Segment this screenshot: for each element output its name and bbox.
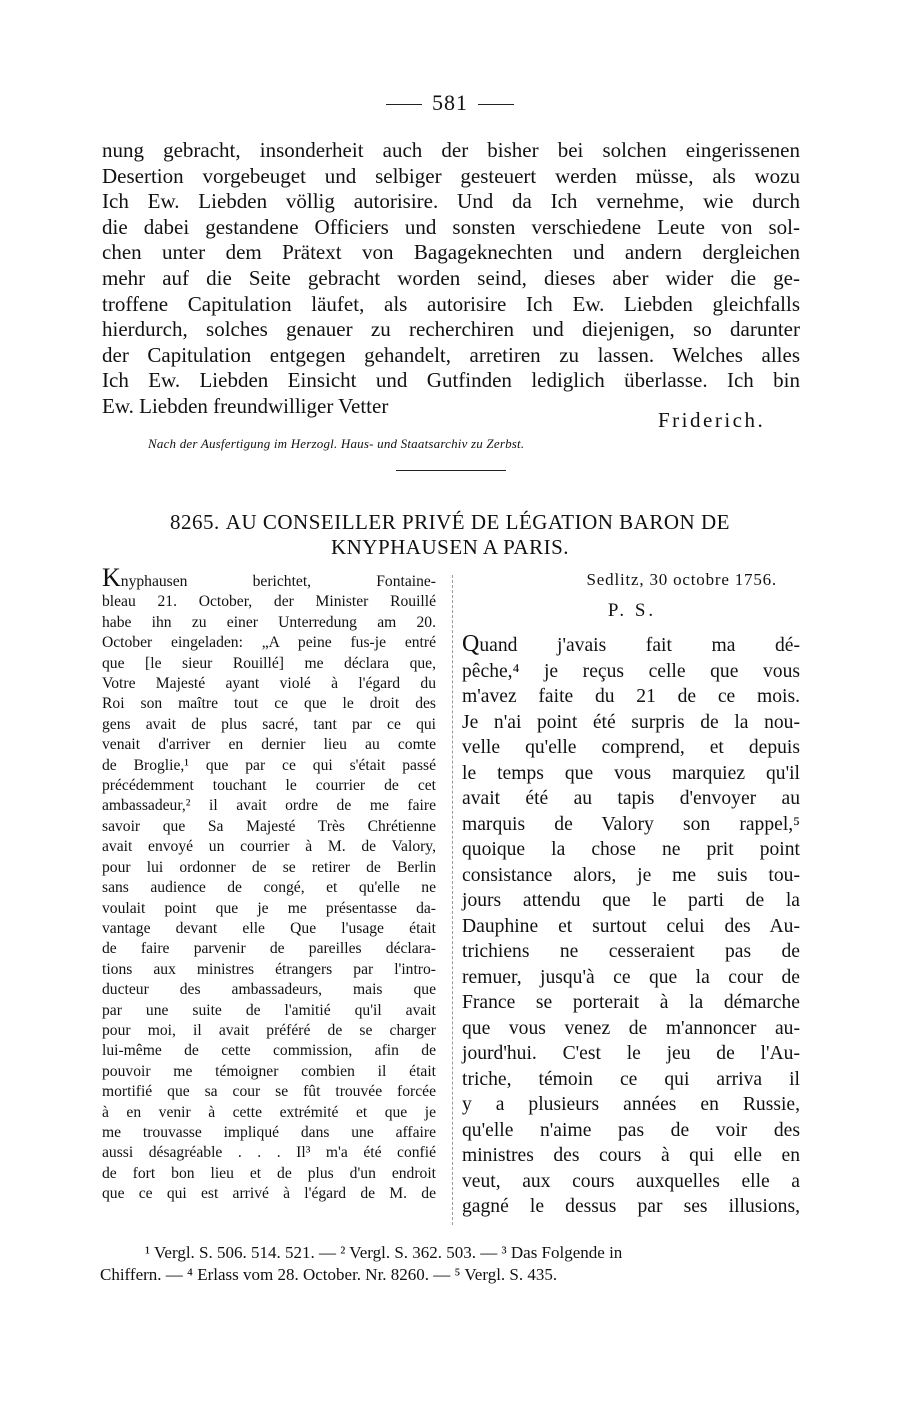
left-column-line: Roi son maître tout ce que le droit des bbox=[102, 695, 436, 713]
right-column-line: ministres des cours à qui elle en bbox=[462, 1145, 800, 1166]
letter-end-line: die dabei gestandene Officiers und sonsten verschiedene Leute von sol- bbox=[102, 214, 800, 239]
left-column-first-line bbox=[102, 563, 436, 592]
left-column-line: de fort bon lieu et de plus d'un endroit bbox=[102, 1164, 436, 1182]
right-column-line: jours attendu que le parti de la bbox=[462, 890, 800, 911]
letter-end-line: chen unter dem Prätext von Bagageknechten und andern dergleichen bbox=[102, 240, 800, 265]
left-column-line: lui-même de cette commission, afin de bbox=[102, 1042, 436, 1060]
page-number bbox=[0, 90, 900, 116]
right-column-line: gagné le dessus par ses illusions, bbox=[462, 1196, 800, 1217]
page-number-text: 581 bbox=[432, 90, 468, 115]
letter-heading-line1 bbox=[100, 510, 800, 535]
letter-end-text bbox=[102, 138, 800, 420]
right-column-line: Je n'ai point été surpris de la nou- bbox=[462, 711, 800, 733]
left-column-line: vantage devant elle Que l'usage était bbox=[102, 919, 436, 937]
right-column-line: France se porterait à la démarche bbox=[462, 992, 800, 1013]
letter-title-part2: KNYPHAUSEN A PARIS. bbox=[330, 535, 570, 559]
letter-end-line: Ew. Liebden freundwilliger Vetter bbox=[102, 393, 389, 418]
dateline: Sedlitz, 30 octobre 1756. bbox=[586, 570, 777, 589]
right-column-header bbox=[462, 570, 802, 622]
left-column-line: de Broglie,¹ que par ce qui s'était passé bbox=[102, 756, 436, 774]
left-column-line: voulait point que je me présentasse da- bbox=[102, 899, 436, 917]
right-column-line: jourd'hui. C'est le jeu de l'Au- bbox=[462, 1043, 800, 1064]
right-column-first-line bbox=[462, 632, 800, 659]
left-column-line: tions aux ministres étrangers par l'intro- bbox=[102, 960, 436, 978]
right-column-line: remuer, jusqu'à ce que la cour de bbox=[462, 966, 800, 988]
right-column-line: pêche,⁴ je reçus celle que vous bbox=[462, 660, 800, 682]
left-column-line: pour moi, il avait préféré de se charger bbox=[102, 1021, 436, 1039]
left-column-line: de faire parvenir de pareilles déclara- bbox=[102, 940, 436, 958]
left-column-line: bleau 21. October, der Minister Rouillé bbox=[102, 593, 436, 611]
section-divider-rule bbox=[396, 470, 506, 471]
right-first-line-rest: uand j'avais fait ma dé- bbox=[479, 635, 800, 656]
left-column-line: pour lui ordonner de se retirer de Berlin bbox=[102, 858, 436, 876]
footnotes bbox=[100, 1242, 800, 1286]
right-column-line: trichiens ne cesseraient pas de bbox=[462, 941, 800, 962]
left-column-line: ambassadeur,² il avait ordre de me faire bbox=[102, 797, 436, 815]
left-first-line-rest: nyphausen berichtet, Fontaine- bbox=[120, 573, 436, 590]
letter-end-line: Desertion vorgebeuget und selbiger gesteuert werden müsse, als wozu bbox=[102, 163, 800, 188]
footnote-line: Chiffern. — ⁴ Erlass vom 28. October. Nr. 8260. — ⁵ Vergl. S. 435. bbox=[100, 1265, 558, 1284]
right-dropcap: Q bbox=[462, 631, 480, 657]
signature: Friderich. bbox=[658, 408, 766, 432]
left-column-line: que ce qui est arrivé à l'égard de M. de bbox=[102, 1185, 436, 1203]
letter-end-line: Ich Ew. Liebden Einsicht und Gutfinden lediglich überlasse. Ich bin bbox=[102, 368, 800, 393]
left-column-line: mortifié que sa cour se fût trouvée forcée bbox=[102, 1083, 436, 1101]
left-column-report bbox=[102, 563, 436, 1205]
page-number-dash-left bbox=[386, 104, 422, 105]
left-column-line: sans audience de congé, et qu'elle ne bbox=[102, 879, 436, 897]
left-column-line: pouvoir me témoigner combien il était bbox=[102, 1062, 436, 1080]
right-column-line: quoique la chose ne prit point bbox=[462, 839, 800, 860]
left-column-line: gens avait de plus sacré, tant par ce qui bbox=[102, 715, 436, 733]
left-column-line: Votre Majesté ayant violé à l'égard du bbox=[102, 675, 436, 693]
right-column-line: triche, témoin ce qui arriva il bbox=[462, 1068, 800, 1090]
left-column-line: October eingeladen: „A peine fus-je entré bbox=[102, 634, 436, 652]
footnote-line: ¹ Vergl. S. 506. 514. 521. — ² Vergl. S. 362. 503. — ³ Das Folgende in bbox=[145, 1243, 623, 1262]
left-column-line: venait d'arriver en dernier lieu au comte bbox=[102, 736, 436, 754]
right-column-line: que vous venez de m'annoncer au- bbox=[462, 1017, 800, 1039]
source-note: Nach der Ausfertigung im Herzogl. Haus- und Staatsarchiv zu Zerbst. bbox=[148, 436, 525, 451]
left-column-line: à en venir à cette extrémité et que je bbox=[102, 1103, 436, 1121]
right-column-line: Dauphine et surtout celui des Au- bbox=[462, 915, 800, 937]
left-column-line: précédemment touchant le courrier de cet bbox=[102, 777, 436, 795]
right-column-line: marquis de Valory son rappel,⁵ bbox=[462, 813, 800, 835]
letter-end-line: Ich Ew. Liebden völlig autorisire. Und da Ich vernehme, wie durch bbox=[102, 189, 800, 214]
letter-end-line: der Capitulation entgegen gehandelt, arretiren zu lassen. Welches alles bbox=[102, 342, 800, 367]
letter-heading bbox=[100, 510, 800, 560]
left-dropcap: K bbox=[102, 563, 121, 592]
right-column-line: avait été au tapis d'envoyer au bbox=[462, 788, 800, 809]
postscript-label: P. S. bbox=[607, 600, 657, 621]
column-divider bbox=[452, 575, 453, 1225]
right-column-letter bbox=[462, 632, 800, 1220]
right-column-line: le temps que vous marquiez qu'il bbox=[462, 762, 800, 784]
letter-title-part1: AU CONSEILLER PRIVÉ DE LÉGATION BARON DE bbox=[225, 510, 730, 534]
left-column-line: avait envoyé un courrier à M. de Valory, bbox=[102, 838, 436, 856]
right-column-line: velle qu'elle comprend, et depuis bbox=[462, 737, 800, 758]
page-number-dash-right bbox=[478, 104, 514, 105]
left-column-line: aussi désagréable . . . Il³ m'a été confié bbox=[102, 1144, 436, 1162]
right-column-line: veut, aux cours auxquelles elle a bbox=[462, 1170, 800, 1192]
left-column-line: que [le sieur Rouillé] me déclara que, bbox=[102, 654, 436, 672]
left-column-line: me trouvasse impliqué dans une affaire bbox=[102, 1123, 436, 1141]
letter-end-line: hierdurch, solches genauer zu recherchiren und diejenigen, so darunter bbox=[102, 317, 800, 342]
right-column-line: consistance alors, je me suis tou- bbox=[462, 864, 800, 886]
letter-end-line: mehr auf die Seite gebracht worden seind, dieses aber wider die ge- bbox=[102, 265, 800, 290]
left-column-line: par une suite de l'amitié qu'il avait bbox=[102, 1001, 436, 1019]
left-column-line: ducteur des ambassadeurs, mais que bbox=[102, 981, 436, 999]
right-column-line: y a plusieurs années en Russie, bbox=[462, 1094, 800, 1115]
right-column-line: m'avez faite du 21 de ce mois. bbox=[462, 686, 800, 707]
left-column-line: savoir que Sa Majesté Très Chrétienne bbox=[102, 817, 436, 835]
letter-number: 8265. bbox=[170, 510, 220, 534]
left-column-line: habe ihn zu einer Unterredung am 20. bbox=[102, 613, 436, 631]
right-column-line: qu'elle n'aime pas de voir des bbox=[462, 1119, 800, 1141]
letter-end-line: troffene Capitulation läufet, als autorisire Ich Ew. Liebden gleichfalls bbox=[102, 291, 800, 316]
letter-end-line: nung gebracht, insonderheit auch der bisher bei solchen eingerissenen bbox=[102, 138, 800, 162]
